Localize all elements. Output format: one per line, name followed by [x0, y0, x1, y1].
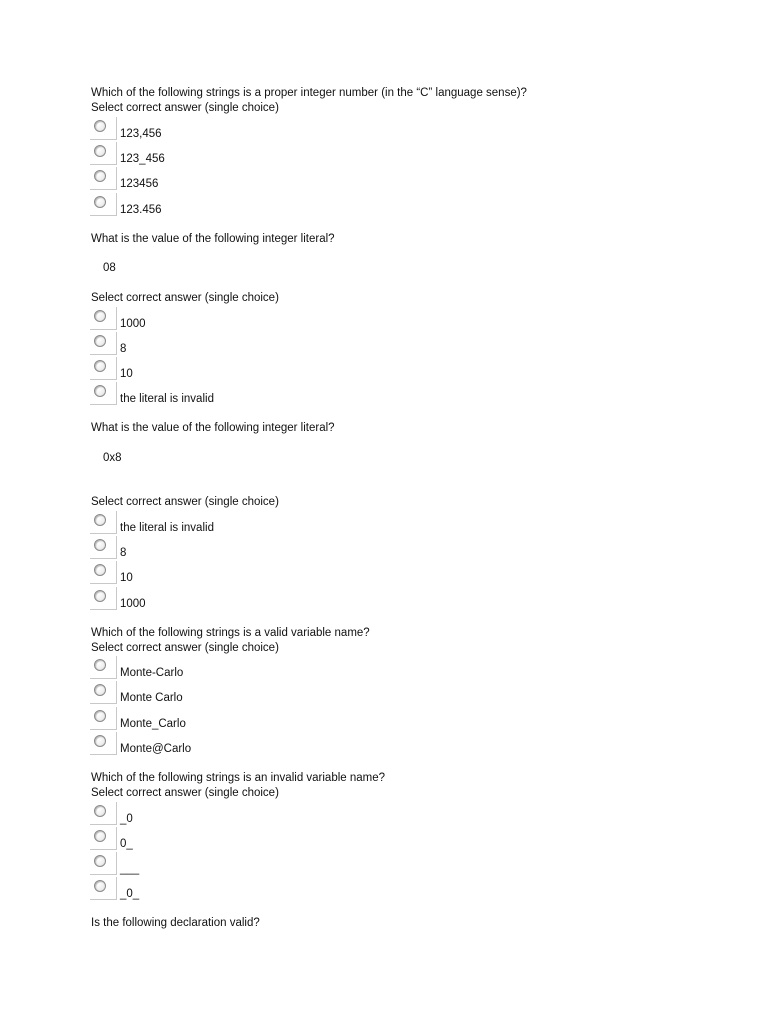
- radio-button[interactable]: [94, 659, 106, 671]
- option-label: 10: [120, 368, 133, 380]
- option-label: Monte-Carlo: [120, 667, 184, 679]
- q1-option-4[interactable]: [90, 193, 510, 217]
- radio-button[interactable]: [94, 385, 106, 397]
- option-label: Monte_Carlo: [120, 718, 186, 730]
- option-label: Monte@Carlo: [120, 743, 192, 755]
- option-label: ___: [120, 863, 140, 875]
- radio-button[interactable]: [94, 539, 106, 551]
- question-3-code: 0x8: [103, 452, 122, 464]
- q2-option-4[interactable]: [90, 382, 510, 406]
- q2-option-2[interactable]: [90, 332, 510, 356]
- radio-button[interactable]: [94, 196, 106, 208]
- option-label: 1000: [120, 318, 146, 330]
- q4-option-1[interactable]: [90, 656, 510, 680]
- radio-button[interactable]: [94, 830, 106, 842]
- q4-option-2[interactable]: [90, 681, 510, 705]
- option-label: 123.456: [120, 204, 162, 216]
- radio-button[interactable]: [94, 710, 106, 722]
- question-2-prompt: Select correct answer (single choice): [91, 292, 279, 304]
- radio-button[interactable]: [94, 335, 106, 347]
- radio-button[interactable]: [94, 590, 106, 602]
- q3-option-4[interactable]: [90, 587, 510, 611]
- radio-button[interactable]: [94, 170, 106, 182]
- radio-button[interactable]: [94, 514, 106, 526]
- q5-option-4[interactable]: [90, 877, 510, 901]
- q2-option-1[interactable]: [90, 307, 510, 331]
- question-5-text: Which of the following strings is an invalid variable name?: [91, 772, 386, 784]
- q5-option-3[interactable]: [90, 852, 510, 876]
- question-1-text: Which of the following strings is a proper integer number (in the “C” language sense)?: [91, 87, 527, 99]
- radio-button[interactable]: [94, 120, 106, 132]
- question-5-prompt: Select correct answer (single choice): [91, 787, 279, 799]
- q3-option-3[interactable]: [90, 561, 510, 585]
- option-label: 0_: [120, 838, 133, 850]
- option-label: 123_456: [120, 153, 165, 165]
- radio-button[interactable]: [94, 360, 106, 372]
- option-label: Monte Carlo: [120, 692, 183, 704]
- question-4-text: Which of the following strings is a valid variable name?: [91, 627, 370, 639]
- radio-button[interactable]: [94, 880, 106, 892]
- question-1-prompt: Select correct answer (single choice): [91, 102, 279, 114]
- option-label: the literal is invalid: [120, 522, 214, 534]
- q4-option-3[interactable]: [90, 707, 510, 731]
- q5-option-2[interactable]: [90, 827, 510, 851]
- radio-button[interactable]: [94, 735, 106, 747]
- question-2-code: 08: [103, 262, 116, 274]
- question-3-prompt: Select correct answer (single choice): [91, 496, 279, 508]
- option-label: 8: [120, 343, 127, 355]
- radio-button[interactable]: [94, 855, 106, 867]
- option-label: the literal is invalid: [120, 393, 214, 405]
- radio-button[interactable]: [94, 145, 106, 157]
- radio-button[interactable]: [94, 805, 106, 817]
- radio-button[interactable]: [94, 310, 106, 322]
- q5-option-1[interactable]: [90, 802, 510, 826]
- question-2-text: What is the value of the following integer literal?: [91, 233, 335, 245]
- option-label: _0: [120, 813, 133, 825]
- radio-button[interactable]: [94, 684, 106, 696]
- option-label: 10: [120, 572, 133, 584]
- q3-option-2[interactable]: [90, 536, 510, 560]
- q1-option-2[interactable]: [90, 142, 510, 166]
- option-label: 123456: [120, 178, 159, 190]
- option-label: _0_: [120, 888, 140, 900]
- question-3-text: What is the value of the following integer literal?: [91, 422, 335, 434]
- question-6-text: Is the following declaration valid?: [91, 917, 260, 929]
- q1-option-3[interactable]: [90, 167, 510, 191]
- option-label: 1000: [120, 598, 146, 610]
- q2-option-3[interactable]: [90, 357, 510, 381]
- question-4-prompt: Select correct answer (single choice): [91, 642, 279, 654]
- radio-button[interactable]: [94, 564, 106, 576]
- q3-option-1[interactable]: [90, 511, 510, 535]
- option-label: 8: [120, 547, 127, 559]
- option-label: 123,456: [120, 128, 162, 140]
- q1-option-1[interactable]: [90, 117, 510, 141]
- q4-option-4[interactable]: [90, 732, 510, 756]
